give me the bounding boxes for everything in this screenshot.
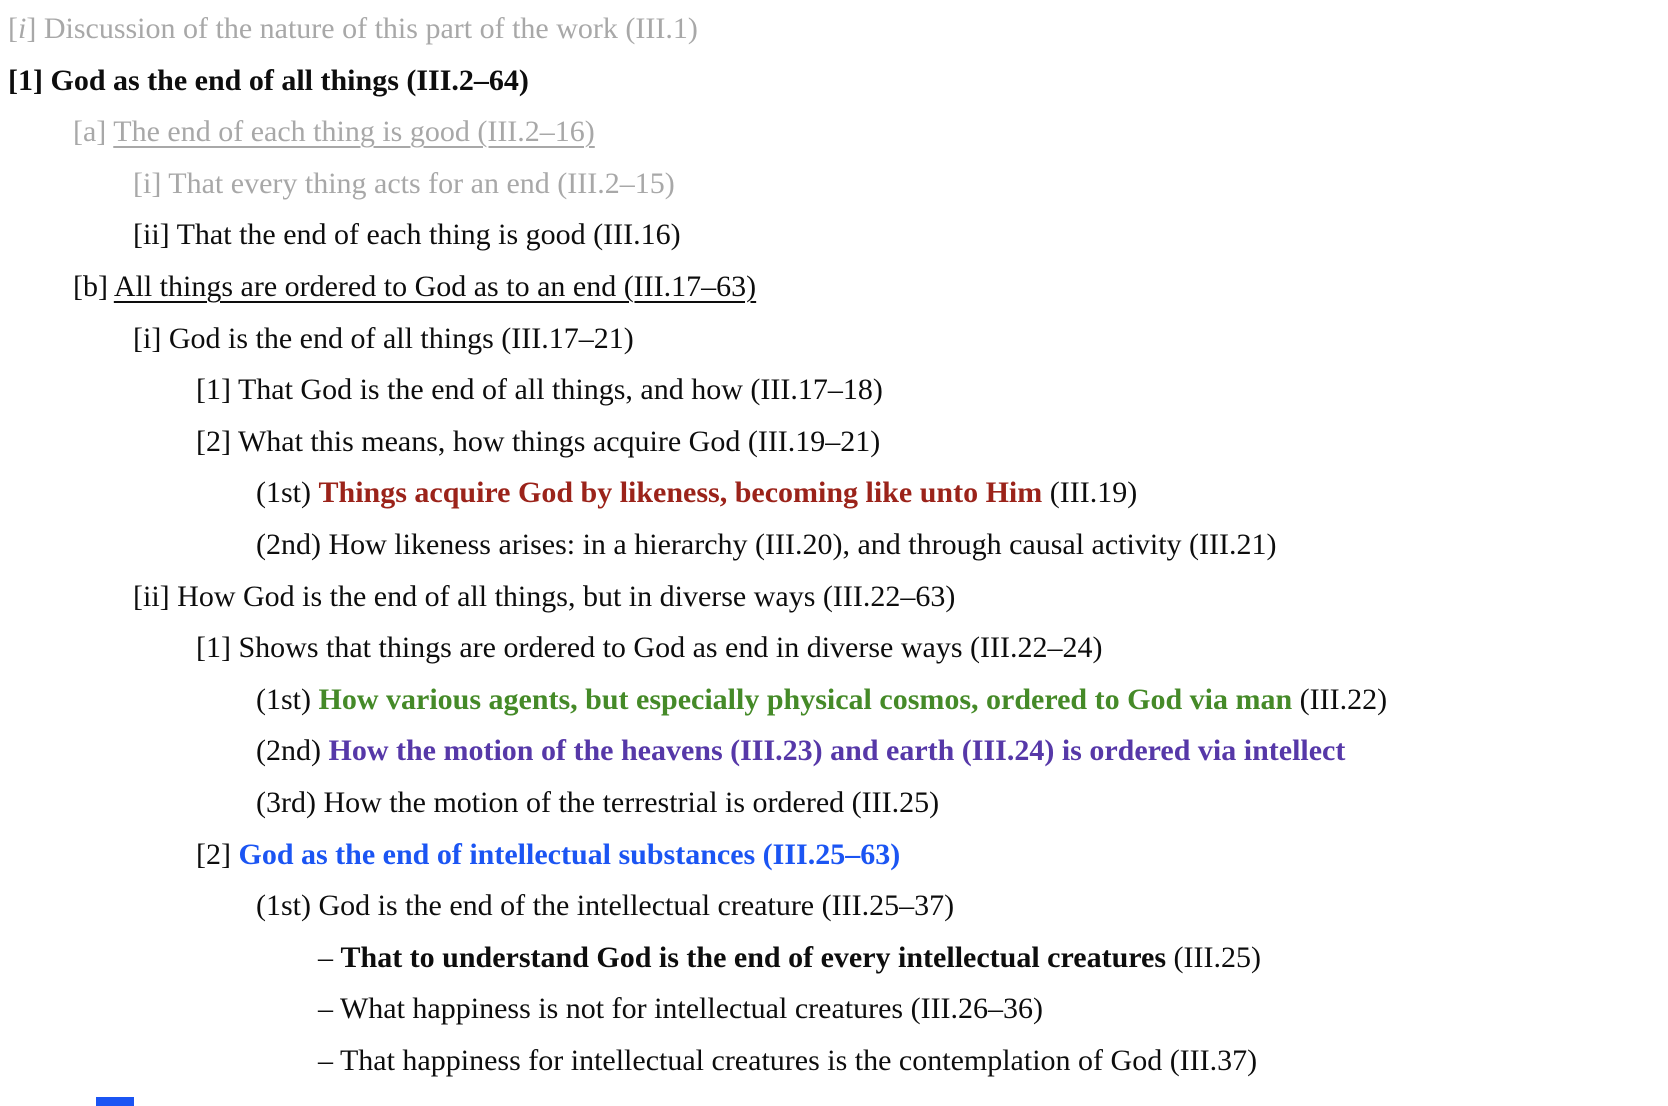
outline-text: (3rd) How the motion of the terrestrial is ordered (III.25): [256, 785, 940, 819]
outline-text: [2]: [196, 837, 239, 871]
outline-text: [i] God is the end of all things (III.17–21): [133, 321, 634, 355]
outline-text: [i] That every thing acts for an end (III.2–15): [133, 166, 675, 200]
outline-line-1: [0, 3, 1668, 55]
outline-line-19: [0, 932, 1668, 984]
outline-text: [b]: [73, 269, 114, 303]
outline-text: That to understand God is the end of every intellectual creatures: [340, 940, 1167, 974]
outline-link[interactable]: All things are ordered to God as to an end (III.17–63): [113, 269, 757, 303]
outline-line-16: [0, 777, 1668, 829]
outline-text: [1] That God is the end of all things, and how (III.17–18): [196, 373, 883, 407]
outline-text: Things acquire God by likeness, becoming like unto Him: [318, 476, 1043, 510]
outline-line-18: [0, 880, 1668, 932]
outline-line-20: [0, 983, 1668, 1035]
document-outline: [0, 3, 1668, 1086]
outline-text: [1] Shows that things are ordered to God as end in diverse ways (III.22–24): [196, 631, 1103, 665]
outline-line-14: [0, 674, 1668, 726]
outline-text: ] Discussion of the nature of this part of the work (III.1): [26, 12, 698, 45]
outline-line-13: [0, 622, 1668, 674]
outline-text: [: [8, 12, 18, 45]
outline-text: – What happiness is not for intellectual creatures (III.26–36): [318, 992, 1044, 1026]
outline-text: [a]: [73, 115, 114, 149]
outline-line-15: [0, 725, 1668, 777]
outline-link[interactable]: The end of each thing is good (III.2–16): [113, 115, 595, 149]
outline-line-8: [0, 364, 1668, 416]
outline-text: (2nd) How likeness arises: in a hierarchy (III.20), and through causal activity (III.21): [256, 527, 1277, 561]
outline-text: [1] God as the end of all things (III.2–64): [8, 63, 529, 97]
outline-line-10: [0, 467, 1668, 519]
outline-text: God as the end of intellectual substances (III.25–63): [238, 837, 901, 871]
outline-text: (1st) God is the end of the intellectual creature (III.25–37): [256, 889, 955, 923]
outline-line-6: [0, 261, 1668, 313]
outline-line-2: [0, 55, 1668, 107]
outline-text: (III.22): [1292, 682, 1388, 716]
outline-text: (2nd): [256, 734, 329, 768]
outline-text: (1st): [256, 476, 319, 510]
outline-text: i: [18, 12, 27, 45]
outline-text: (III.19): [1042, 476, 1138, 510]
outline-text: [ii] That the end of each thing is good (III.16): [133, 218, 681, 252]
outline-text: (1st): [256, 682, 319, 716]
outline-text: (III.25): [1166, 940, 1261, 974]
outline-text: –: [318, 940, 341, 974]
outline-line-7: [0, 313, 1668, 365]
outline-line-3: [0, 106, 1668, 158]
outline-line-5: [0, 209, 1668, 261]
outline-line-21: [0, 1035, 1668, 1087]
outline-text: [2] What this means, how things acquire God (III.19–21): [196, 424, 881, 458]
outline-line-12: [0, 571, 1668, 623]
outline-line-17: [0, 829, 1668, 881]
outline-text: [ii] How God is the end of all things, but in diverse ways (III.22–63): [133, 579, 956, 613]
outline-line-11: [0, 519, 1668, 571]
outline-text: How various agents, but especially physical cosmos, ordered to God via man: [318, 682, 1293, 716]
outline-line-9: [0, 416, 1668, 468]
outline-line-4: [0, 158, 1668, 210]
clipped-next-line-fragment: [96, 1097, 134, 1106]
outline-text: – That happiness for intellectual creatures is the contemplation of God (III.37): [318, 1043, 1258, 1077]
outline-text: How the motion of the heavens (III.23) and earth (III.24) is ordered via intellect: [328, 734, 1346, 768]
